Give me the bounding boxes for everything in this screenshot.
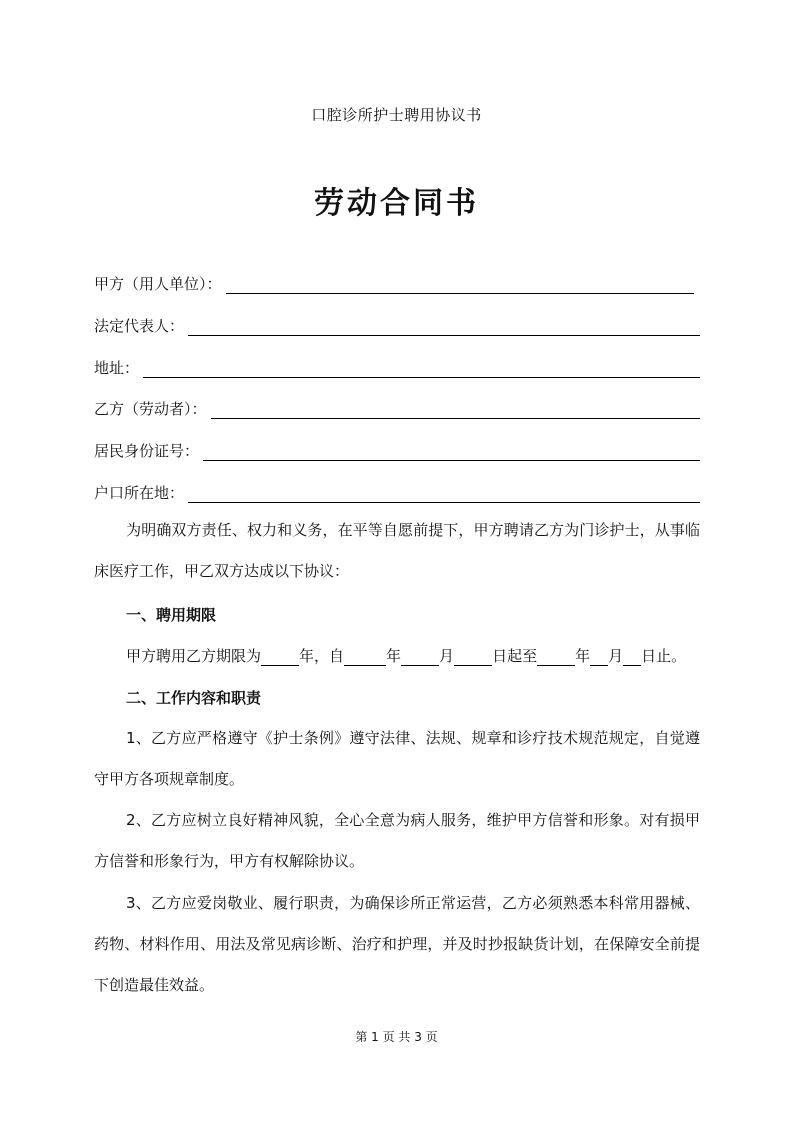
term-text: 日起至 bbox=[492, 647, 538, 665]
document-header-title: 口腔诊所护士聘用协议书 bbox=[311, 106, 482, 124]
id-number-field bbox=[94, 435, 700, 461]
residence-blank[interactable] bbox=[188, 486, 700, 503]
term-text: 日止。 bbox=[641, 647, 687, 665]
party-b-blank[interactable] bbox=[211, 402, 700, 419]
intro-paragraph bbox=[94, 510, 700, 592]
term-text: 年 bbox=[386, 647, 402, 665]
legal-rep-field bbox=[94, 310, 700, 336]
party-a-field bbox=[94, 268, 694, 294]
end-month-blank[interactable] bbox=[590, 651, 608, 666]
duty-item-text: 2、乙方应树立良好精神风貌，全心全意为病人服务，维护甲方信誉和形象。对有损甲方信誉和形象行为，甲方有权解除协议。 bbox=[94, 811, 700, 870]
section-1-heading: 一、聘用期限 bbox=[126, 606, 217, 624]
duty-item-text: 3、乙方应爱岗敬业、履行职责，为确保诊所正常运营，乙方必须熟悉本科常用器械、药物、材料作用、用法及常见病诊断、治疗和护理，并及时抄报缺货计划，在保障安全前提下创造最佳效益。 bbox=[94, 894, 700, 994]
term-text: 年，自 bbox=[299, 647, 345, 665]
legal-rep-blank[interactable] bbox=[188, 319, 700, 336]
section-2-heading: 二、工作内容和职责 bbox=[126, 689, 262, 707]
id-number-label: 居民身份证号： bbox=[94, 442, 200, 460]
intro-text: 为明确双方责任、权力和义务，在平等自愿前提下，甲方聘请乙方为门诊护士，从事临床医疗工作，甲乙双方达成以下协议： bbox=[94, 521, 700, 580]
residence-field bbox=[94, 477, 700, 503]
address-field bbox=[94, 352, 700, 378]
duty-item-2 bbox=[94, 800, 700, 882]
term-text: 月 bbox=[439, 647, 455, 665]
term-text: 甲方聘用乙方期限为 bbox=[126, 647, 262, 665]
employment-term-line bbox=[126, 645, 686, 666]
end-year-blank[interactable] bbox=[537, 651, 575, 666]
party-a-blank[interactable] bbox=[226, 277, 694, 294]
term-text: 年 bbox=[575, 647, 591, 665]
duty-item-1 bbox=[94, 718, 700, 800]
page-footer: 第 1 页 共 3 页 bbox=[355, 1030, 438, 1044]
start-month-blank[interactable] bbox=[401, 651, 439, 666]
term-years-blank[interactable] bbox=[261, 651, 299, 666]
party-b-field bbox=[94, 393, 700, 419]
party-b-label: 乙方（劳动者）： bbox=[94, 400, 207, 418]
end-day-blank[interactable] bbox=[623, 651, 641, 666]
duty-item-3 bbox=[94, 883, 700, 1006]
start-day-blank[interactable] bbox=[454, 651, 492, 666]
legal-rep-label: 法定代表人： bbox=[94, 317, 185, 335]
party-a-label: 甲方（用人单位）： bbox=[94, 275, 222, 293]
document-main-title: 劳动合同书 bbox=[314, 186, 479, 221]
address-blank[interactable] bbox=[143, 361, 700, 378]
id-number-blank[interactable] bbox=[203, 444, 700, 461]
term-text: 月 bbox=[608, 647, 624, 665]
start-year-blank[interactable] bbox=[344, 651, 386, 666]
duty-item-text: 1、乙方应严格遵守《护士条例》遵守法律、法规、规章和诊疗技术规范规定，自觉遵守甲方各项规章制度。 bbox=[94, 729, 700, 788]
address-label: 地址： bbox=[94, 359, 140, 377]
residence-label: 户口所在地： bbox=[94, 484, 185, 502]
